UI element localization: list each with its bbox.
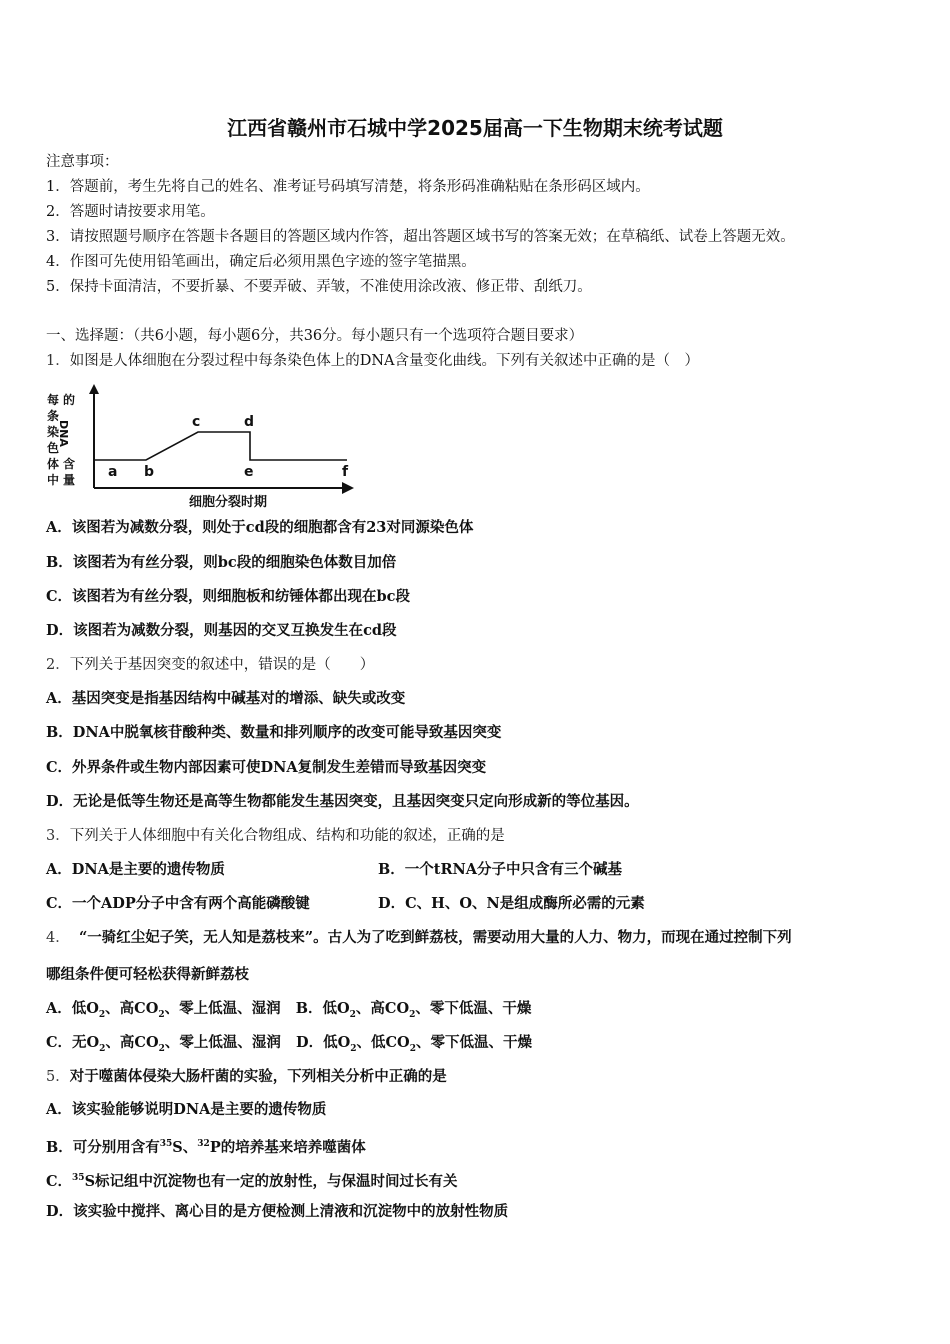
q4-option-d: D．低$O_2$、低$CO_2$、零下低温、干燥 [296,1034,532,1054]
q4-options-ab [46,1000,531,1024]
question-number: 3． [46,828,70,844]
q2-option-c: C．外界条件或生物内部因素可使DNA复制发生差错而导致基因突变 [46,759,487,776]
question-1-stem [46,352,699,370]
q5-option-a: A．该实验能够说明DNA是主要的遗传物质 [46,1101,327,1118]
question-text: “一骑红尘妃子笑，无人知是荔枝来”。古人为了吃到鲜荔枝，需要动用大量的人力、物力，而现在通过控制下列 [78,929,792,946]
q2-option-a: A．基因突变是指基因结构中碱基对的增添、缺失或改变 [46,690,406,707]
y-label-char: 每 [47,393,60,407]
q3-option-b: B．一个tRNA分子中只含有三个碱基 [378,861,623,878]
y-label-char: 的 [63,393,76,407]
question-number: 5． [46,1069,70,1085]
y-label-char: 含 [63,457,76,471]
question-text: 对于噬菌体侵染大肠杆菌的实验，下列相关分析中正确的是 [69,1068,447,1085]
page-title: 江西省赣州市石城中学2025届高一下生物期末统考试题 [227,116,723,140]
q1-option-d: D．该图若为减数分裂，则基因的交叉互换发生在cd段 [46,622,397,639]
y-label-char: 中 [47,473,60,487]
question-2-stem [46,656,374,674]
point-label-e: e [244,464,254,480]
y-label-char: DNA [57,420,70,447]
q1-option-a: A．该图若为减数分裂，则处于cd段的细胞都含有23对同源染色体 [46,519,474,536]
point-label-b: b [144,464,155,480]
question-5-stem [46,1068,447,1086]
y-label-char: 条 [47,409,60,423]
q4-option-c: C．无$O_2$、高$CO_2$、零上低温、湿润 [46,1034,281,1054]
point-label-f: f [342,464,349,480]
y-axis-arrow [89,384,99,394]
q1-option-b: B．该图若为有丝分裂，则bc段的细胞染色体数目加倍 [46,554,397,571]
q5-option-b: B．可分别用含有$^{35}$S、$^{32}$P的培养基来培养噬菌体 [46,1138,366,1156]
notice-heading: 注意事项： [46,154,119,170]
y-label-char: 色 [47,441,60,455]
q4-option-a: A．低$O_2$、高$CO_2$、零上低温、湿润 [46,1000,281,1020]
y-axis-label [46,392,75,487]
notice-item-2: 2．答题时请按要求用笔。 [46,204,215,220]
notice-item-3: 3．请按照题号顺序在答题卡各题目的答题区域内作答，超出答题区域书写的答案无效；在草稿纸、试卷上答题无效。 [46,229,795,245]
notice-item-5: 5．保持卡面清洁，不要折暴、不要弄破、弄皱，不准使用涂改液、修正带、刮纸刀。 [46,279,592,295]
q3-option-d: D．C、H、O、N是组成酶所必需的元素 [378,895,645,912]
point-label-c: c [192,414,201,430]
question-number: 4． [46,930,70,946]
q5-option-d: D．该实验中搅拌、离心目的是方便检测上清液和沉淀物中的放射性物质 [46,1203,509,1220]
q1-option-c: C．该图若为有丝分裂，则细胞板和纺锤体都出现在bc段 [46,588,411,605]
q3-option-a: A．DNA是主要的遗传物质 [46,861,225,878]
q4-option-b: B．低$O_2$、高$CO_2$、零下低温、干燥 [295,1000,532,1020]
y-label-char: 染 [47,425,60,439]
q2-option-d: D．无论是低等生物还是高等生物都能发生基因突变，且基因突变只定向形成新的等位基因。 [46,793,639,810]
question-text: 下列关于人体细胞中有关化合物组成、结构和功能的叙述，正确的是 [69,828,505,844]
question-number: 1． [46,353,70,369]
x-axis-label: 细胞分裂时期 [189,495,268,510]
question-text: 如图是人体细胞在分裂过程中每条染色体上的DNA含量变化曲线。下列有关叙述中正确的是（ ） [69,353,700,369]
question-4-stem-cont: 哪组条件便可轻松获得新鲜荔枝 [46,966,249,983]
question-text: 下列关于基因突变的叙述中，错误的是（ ） [69,657,375,673]
notice-item-1: 1．答题前，考生先将自己的姓名、准考证号码填写清楚，将条形码准确粘贴在条形码区域内。 [46,179,650,195]
question-4-stem [46,929,792,947]
q2-option-b: B．DNA中脱氧核苷酸种类、数量和排列顺序的改变可能导致基因突变 [46,724,502,741]
q5-option-c: C．$^{35}$S标记组中沉淀物也有一定的放射性，与保温时间过长有关 [46,1172,458,1190]
notice-item-4: 4．作图可先使用铅笔画出，确定后必须用黑色字迹的签字笔描黑。 [46,254,476,270]
point-label-a: a [108,464,118,480]
q3-option-c: C．一个ADP分子中含有两个高能磷酸键 [46,895,310,912]
y-label-char: 体 [47,457,60,471]
dna-content-chart [44,382,364,512]
section-heading: 一、选择题：（共6小题，每小题6分，共36分。每小题只有一个选项符合题目要求） [46,328,584,344]
y-label-char: 量 [63,473,76,487]
point-label-d: d [244,414,255,430]
dna-curve [94,432,347,460]
question-3-stem [46,827,505,845]
q4-options-cd [46,1034,532,1058]
x-axis-arrow [342,482,354,494]
question-number: 2． [46,657,70,673]
